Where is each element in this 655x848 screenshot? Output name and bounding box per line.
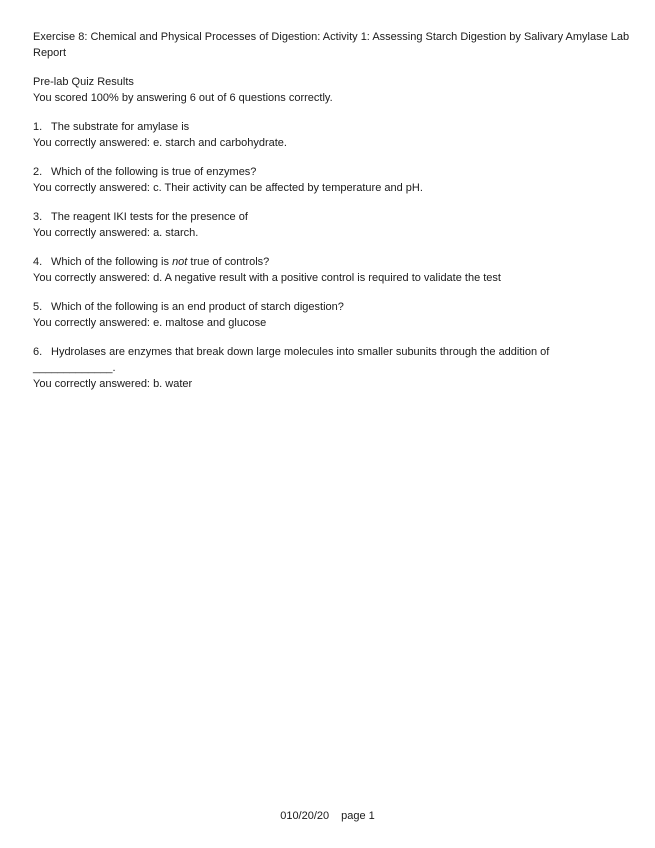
- question-4: [33, 254, 633, 286]
- answer-value: a. starch.: [153, 227, 199, 239]
- question-text: [33, 254, 633, 270]
- question-prompt: Which of the following is an end product of starch digestion?: [51, 301, 344, 313]
- question-number: 1.: [33, 121, 43, 133]
- answer-prefix: You correctly answered:: [33, 227, 150, 239]
- question-1: [33, 119, 633, 151]
- question-prompt: Hydrolases are enzymes that break down large molecules into smaller subunits through the addition of _____________.: [33, 346, 550, 374]
- results-heading: Pre-lab Quiz Results: [33, 76, 134, 88]
- answer-value: d. A negative result with a positive control is required to validate the test: [153, 272, 501, 284]
- answer-prefix: You correctly answered:: [33, 378, 150, 390]
- question-prompt: The substrate for amylase is: [51, 121, 190, 133]
- answer-prefix: You correctly answered:: [33, 137, 150, 149]
- document-title: Exercise 8: Chemical and Physical Processes of Digestion: Activity 1: Assessing Starch Digestion by Salivary Amylase Lab Report: [33, 31, 630, 59]
- question-text: [33, 344, 633, 376]
- answer-line: [33, 315, 633, 331]
- document-body: [33, 29, 633, 405]
- question-prompt-end: true of controls?: [187, 256, 270, 268]
- question-text: [33, 209, 633, 225]
- question-number: 4.: [33, 256, 43, 268]
- question-text: [33, 164, 633, 180]
- answer-line: [33, 180, 633, 196]
- question-number: 6.: [33, 346, 43, 358]
- answer-value: e. maltose and glucose: [153, 317, 267, 329]
- page-footer: [0, 808, 655, 824]
- footer-date: 010/20/20: [280, 810, 330, 822]
- answer-value: c. Their activity can be affected by temperature and pH.: [153, 182, 423, 194]
- quiz-results: [33, 74, 633, 106]
- question-prompt: Which of the following is: [51, 256, 173, 268]
- answer-prefix: You correctly answered:: [33, 317, 150, 329]
- answer-line: [33, 225, 633, 241]
- question-6: [33, 344, 633, 392]
- footer-page-number: page 1: [341, 810, 375, 822]
- answer-value: e. starch and carbohydrate.: [153, 137, 287, 149]
- answer-value: b. water: [153, 378, 193, 390]
- answer-line: [33, 270, 633, 286]
- question-2: [33, 164, 633, 196]
- question-number: 2.: [33, 166, 43, 178]
- answer-prefix: You correctly answered:: [33, 272, 150, 284]
- question-3: [33, 209, 633, 241]
- question-prompt: Which of the following is true of enzymes?: [51, 166, 257, 178]
- question-text: [33, 119, 633, 135]
- question-5: [33, 299, 633, 331]
- question-prompt: The reagent IKI tests for the presence of: [51, 211, 248, 223]
- score-text: You scored 100% by answering 6 out of 6 questions correctly.: [33, 92, 333, 104]
- answer-line: [33, 135, 633, 151]
- question-emphasis: not: [172, 256, 188, 268]
- question-number: 5.: [33, 301, 43, 313]
- question-number: 3.: [33, 211, 43, 223]
- answer-line: [33, 376, 633, 392]
- answer-prefix: You correctly answered:: [33, 182, 150, 194]
- question-text: [33, 299, 633, 315]
